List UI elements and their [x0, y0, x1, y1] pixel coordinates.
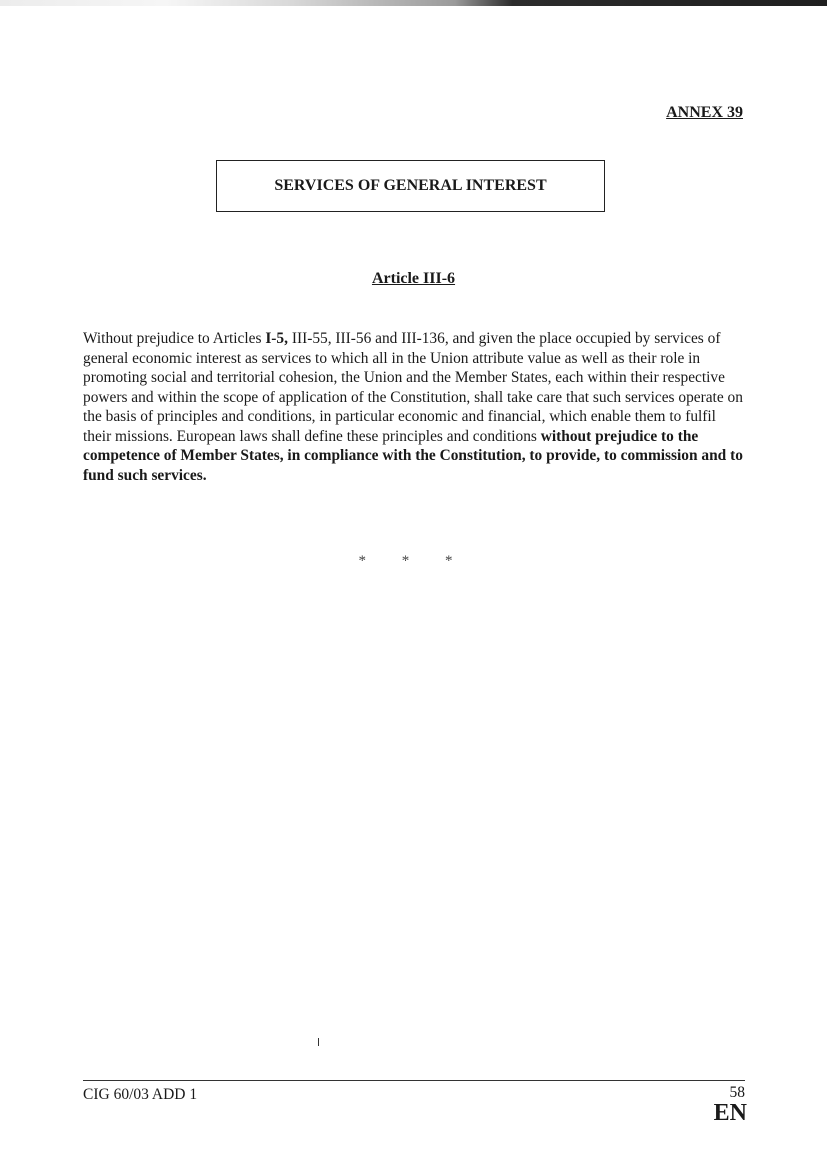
- body-text-1: Without prejudice to Articles: [83, 330, 266, 347]
- article-body: [83, 329, 743, 485]
- scan-edge: [0, 0, 827, 6]
- footer-divider: [83, 1080, 745, 1081]
- body-text-2: III-55, III-56 and III-136, and given the place occupied by services of general economic interest as services to which all in the Union attribute value as well as their role in promoting social and territorial cohesion, the Union and the Member States, each within their respective powers and within the scope of application of the Constitution, shall take care that such services operate on the basis of principles and conditions, in particular economic and financial, which enable them to fulfil their missions. European laws shall define these principles and conditions: [83, 330, 743, 445]
- section-separator: * * *: [358, 553, 469, 569]
- annex-number: ANNEX 39: [666, 104, 743, 121]
- document-reference: CIG 60/03 ADD 1: [83, 1086, 198, 1103]
- title-box: [216, 160, 605, 212]
- scan-mark: [318, 1038, 319, 1046]
- page-number: 58: [729, 1084, 745, 1101]
- language-code: EN: [713, 1100, 747, 1126]
- article-heading: Article III-6: [371, 270, 456, 287]
- document-title: SERVICES OF GENERAL INTEREST: [274, 177, 547, 194]
- body-bold-2: without prejudice to the competence of Member States, in compliance with the Constitution, to provide, to commission and to fund such services.: [83, 427, 743, 484]
- body-bold-1: I-5,: [265, 330, 288, 347]
